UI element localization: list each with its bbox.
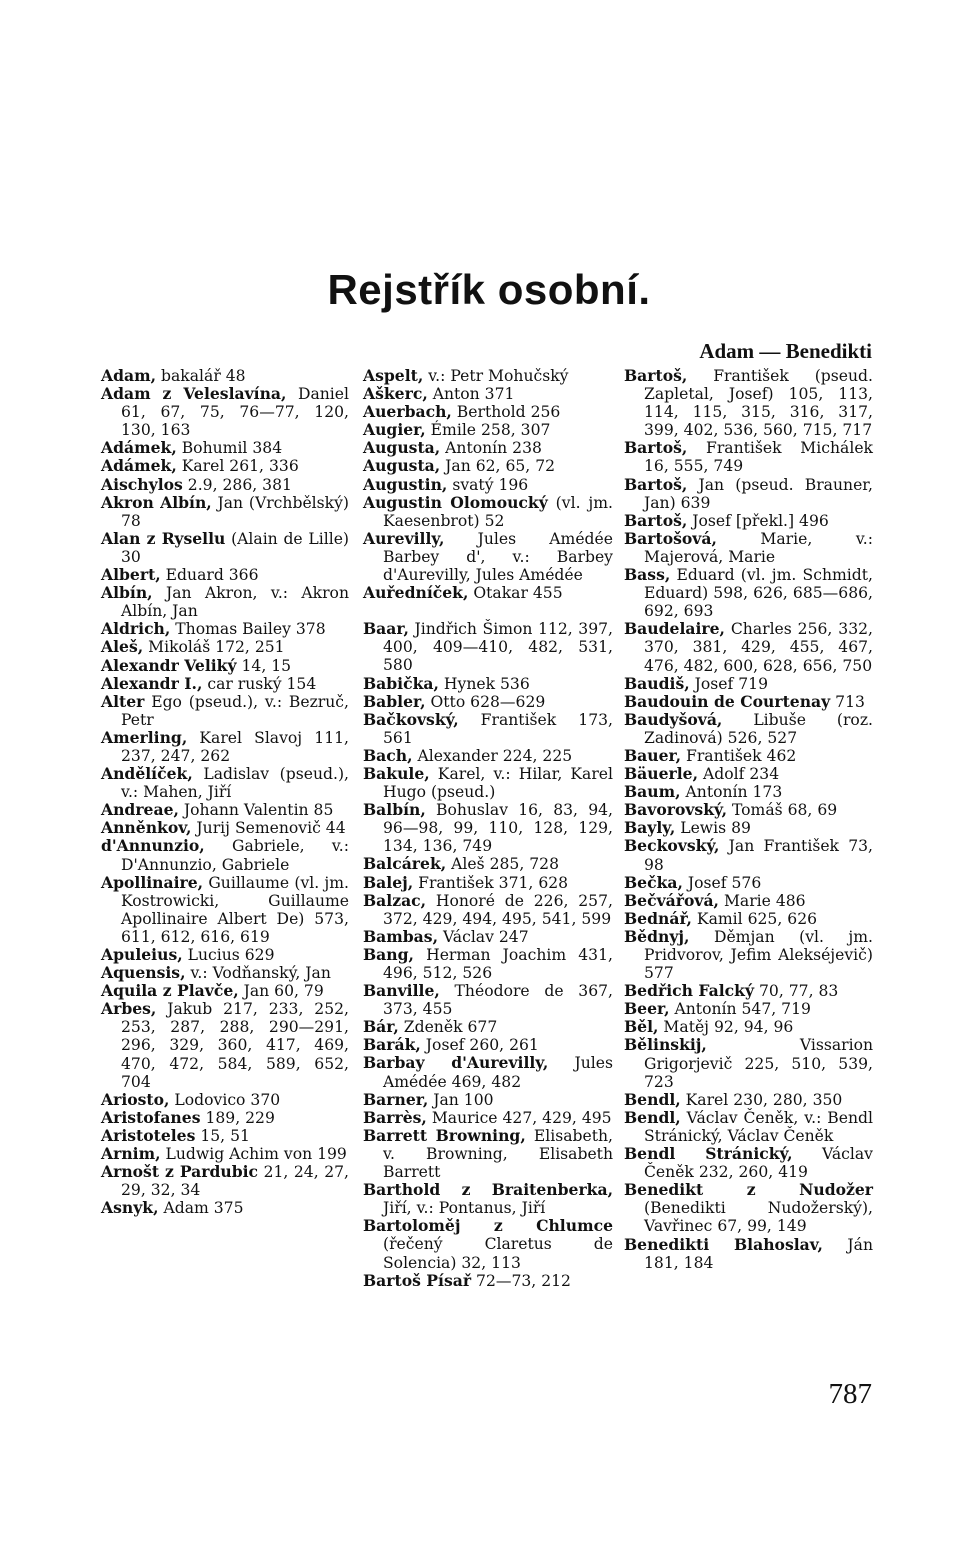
entry-name: Baudouin de Courtenay [624, 691, 831, 711]
entry-name: Arnim, [101, 1144, 161, 1164]
entry-name: Akron Albín, [101, 492, 212, 512]
index-entry [363, 801, 613, 855]
entry-references: Karel Slavoj 111, 237, 247, 262 [121, 728, 349, 765]
index-entry [363, 367, 613, 385]
entry-name: Bečka, [624, 872, 683, 892]
entry-references: 2.9, 286, 381 [182, 475, 292, 494]
index-entry [101, 837, 349, 873]
entry-name: Bang, [363, 944, 414, 964]
entry-name: Baudiš, [624, 673, 690, 693]
index-entry [363, 711, 613, 747]
entry-references: Herman Joachim 431, 496, 512, 526 [383, 945, 613, 982]
index-entry [624, 892, 873, 910]
entry-name: Babička, [363, 673, 439, 693]
entry-references: Tomáš 68, 69 [727, 801, 838, 820]
entry-name: Bach, [363, 745, 413, 765]
index-entry [624, 1036, 873, 1090]
index-entry [101, 566, 349, 584]
entry-references: (vl. jm. Kaesenbrot) 52 [383, 493, 613, 530]
entry-name: Bečvářová, [624, 890, 719, 910]
entry-name: Balzac, [363, 890, 427, 910]
entry-name: d'Annunzio, [101, 836, 205, 856]
index-entry [101, 946, 349, 964]
index-entry [363, 1054, 613, 1090]
entry-references: 713 [830, 692, 865, 711]
index-entry [101, 638, 349, 656]
entry-name: Bartoš, [624, 474, 688, 494]
entry-references: František 371, 628 [413, 873, 569, 892]
entry-references: Berthold 256 [451, 403, 561, 422]
entry-references: Gabriele, v.: D'Annunzio, Gabriele [121, 837, 349, 874]
entry-name: Alexandr Veliký [101, 655, 237, 675]
entry-references: Ego (pseud.), v.: Bezruč, Petr [121, 692, 349, 729]
entry-name: Albert, [101, 565, 161, 585]
entry-references: Théodore de 367, 373, 455 [383, 982, 613, 1019]
index-entry [101, 675, 349, 693]
entry-references: Karel, v.: Hilar, Karel Hugo (pseud.) [383, 764, 613, 802]
entry-name: Aristoteles [101, 1125, 196, 1145]
index-entry [363, 1091, 613, 1109]
index-entry [624, 675, 873, 693]
index-entry [624, 1018, 873, 1036]
index-entry [101, 801, 349, 819]
entry-references: Thomas Bailey 378 [170, 620, 326, 639]
index-entry [624, 1145, 873, 1181]
index-column-1 [101, 367, 349, 1217]
index-entry [624, 530, 873, 566]
index-entry [363, 1181, 613, 1217]
entry-name: Arnošt z Pardubic [101, 1162, 259, 1182]
index-entry [624, 693, 873, 711]
index-entry [624, 367, 873, 439]
index-entry [101, 1145, 349, 1163]
entry-references: Jan 60, 79 [238, 982, 324, 1001]
entry-name: Aristofanes [101, 1107, 201, 1127]
entry-name: Bäuerle, [624, 764, 699, 784]
entry-name: Bartoš, [624, 438, 688, 458]
entry-name: Beckovský, [624, 836, 720, 856]
index-entry [624, 910, 873, 928]
entry-name: Arbes, [101, 999, 157, 1019]
entry-name: Bár, [363, 1017, 399, 1037]
entry-references: Václav Čeněk, v.: Bendl Stránický, Václav Čeněk [644, 1108, 873, 1145]
entry-name: Adam, [101, 366, 157, 385]
index-entry [363, 675, 613, 693]
entry-name: Adámek, [101, 438, 177, 458]
entry-references: Mikoláš 172, 251 [143, 638, 285, 657]
index-entry [624, 819, 873, 837]
entry-references: Ján 181, 184 [644, 1235, 873, 1272]
entry-name: Augustin, [363, 474, 448, 494]
entry-references: Marie, v.: Majerová, Marie [644, 529, 873, 566]
entry-name: Bělinskij, [624, 1035, 707, 1055]
page-number: 787 [828, 1378, 872, 1410]
entry-references: František (pseud. Zapletal, Josef) 105, 113, 114, 115, 315, 316, 317, 399, 402, 536, 560, 715, 717 [644, 367, 873, 440]
entry-name: Auředníček, [363, 583, 469, 603]
index-entry [624, 1236, 873, 1272]
index-entry [363, 476, 613, 494]
index-entry [363, 439, 613, 457]
entry-name: Bartoš, [624, 366, 688, 385]
entry-references: Elisabeth, v. Browning, Elisabeth Barrett [383, 1126, 613, 1182]
entry-name: Bartošová, [624, 528, 717, 548]
index-column-2 [363, 367, 613, 1290]
entry-name: Bambas, [363, 926, 438, 946]
index-entry [101, 819, 349, 837]
entry-references: Alexander 224, 225 [412, 746, 573, 765]
index-entry [101, 964, 349, 982]
entry-name: Barthold z Braitenberka, [363, 1180, 613, 1200]
index-entry [363, 855, 613, 873]
entry-name: Bendl Stránický, [624, 1144, 793, 1164]
index-entry [363, 1036, 613, 1054]
entry-references: bakalář 48 [156, 367, 246, 385]
index-entry [363, 584, 613, 602]
index-entry [101, 476, 349, 494]
entry-references: Bohuslav 16, 83, 94, 96—98, 99, 110, 128, 129, 134, 136, 749 [383, 801, 613, 856]
index-entry [363, 1272, 613, 1290]
index-entry [101, 1163, 349, 1199]
entry-references: car ruský 154 [202, 674, 317, 693]
entry-name: Alter [101, 691, 145, 711]
index-entry [363, 747, 613, 765]
index-entry [363, 385, 613, 403]
entry-name: Běl, [624, 1017, 659, 1037]
index-entry [101, 367, 349, 385]
entry-name: Aleš, [101, 637, 144, 657]
index-entry [624, 1000, 873, 1018]
index-entry [101, 982, 349, 1000]
entry-name: Apuleius, [101, 945, 183, 964]
entry-references: Karel 261, 336 [176, 457, 299, 476]
index-entry [363, 403, 613, 421]
entry-references: Kamil 625, 626 [691, 909, 818, 928]
entry-name: Bědnyj, [624, 926, 690, 946]
entry-references: Josef 719 [689, 674, 768, 693]
entry-references: Maurice 427, 429, 495 [426, 1108, 612, 1127]
entry-name: Benedikti Blahoslav, [624, 1234, 823, 1254]
entry-name: Barner, [363, 1089, 429, 1109]
index-entry [101, 1000, 349, 1090]
entry-references: Anton 371 [427, 385, 515, 404]
entry-name: Balcárek, [363, 854, 447, 874]
entry-references: Daniel 61, 67, 75, 76—77, 120, 130, 163 [121, 385, 349, 440]
entry-name: Bartoloměj z Chlumce [363, 1216, 613, 1236]
entry-name: Augustin Olomoucký [363, 492, 548, 512]
index-entry [101, 439, 349, 457]
entry-name: Bendl, [624, 1107, 681, 1127]
entry-references: (Alain de Lille) 30 [121, 529, 350, 566]
index-entry [624, 512, 873, 530]
entry-references: Charles 256, 332, 370, 381, 429, 455, 467, 476, 482, 600, 628, 656, 750 [644, 620, 873, 675]
index-entry [363, 457, 613, 475]
entry-name: Baudelaire, [624, 619, 725, 639]
entry-references: Jan 62, 65, 72 [440, 457, 556, 476]
entry-name: Amerling, [101, 727, 188, 747]
entry-references: Jan 100 [428, 1090, 494, 1109]
entry-name: Augier, [363, 420, 426, 440]
entry-name: Barrès, [363, 1107, 427, 1127]
entry-references: Johann Valentin 85 [178, 801, 334, 820]
index-entry [363, 982, 613, 1018]
entry-name: Bedřich Falcký [624, 981, 755, 1001]
entry-references: Matěj 92, 94, 96 [658, 1018, 794, 1037]
index-entry [363, 1018, 613, 1036]
entry-name: Balej, [363, 872, 414, 892]
entry-references: František 462 [681, 746, 797, 765]
entry-references: Karel 230, 280, 350 [680, 1090, 843, 1109]
entry-name: Aldrich, [101, 619, 171, 639]
entry-name: Baum, [624, 782, 681, 802]
entry-references: Děmjan (vl. jm. Pridvorov, Jefim Alekséjevič) 577 [644, 927, 873, 983]
index-entry [624, 1181, 873, 1235]
entry-references: svatý 196 [447, 475, 529, 494]
index-entry [624, 874, 873, 892]
entry-name: Bartoš, [624, 510, 688, 530]
entry-name: Bendl, [624, 1089, 681, 1109]
index-entry [101, 584, 349, 620]
index-entry [101, 620, 349, 638]
entry-references: Antonín 547, 719 [669, 1000, 811, 1019]
entry-name: Aurevilly, [363, 528, 445, 548]
index-entry [624, 711, 873, 747]
index-entry [363, 946, 613, 982]
index-entry [624, 1109, 873, 1145]
index-entry [363, 494, 613, 530]
entry-name: Baudyšová, [624, 709, 723, 729]
index-entry [624, 765, 873, 783]
index-entry [101, 729, 349, 765]
entry-name: Bavorovský, [624, 800, 728, 820]
entry-name: Bauer, [624, 745, 682, 765]
index-entry [101, 693, 349, 729]
index-entry [624, 620, 873, 674]
entry-references: Jules Amédée Barbey d', v.: Barbey d'Aurevilly, Jules Amédée [383, 529, 613, 585]
entry-name: Barák, [363, 1035, 421, 1055]
index-entry [101, 1199, 349, 1217]
entry-references: Marie 486 [718, 891, 806, 910]
index-entry [363, 421, 613, 439]
entry-name: Baar, [363, 619, 409, 639]
entry-references: 189, 229 [200, 1108, 275, 1127]
entry-references: Libuše (roz. Zadinová) 526, 527 [644, 710, 873, 747]
entry-references: Jules Amédée 469, 482 [383, 1054, 613, 1091]
entry-name: Barbay d'Aurevilly, [363, 1053, 549, 1073]
entry-references: Zdeněk 677 [398, 1018, 498, 1037]
entry-name: Apollinaire, [101, 872, 204, 892]
index-entry [363, 1127, 613, 1181]
entry-references: Josef [překl.] 496 [687, 511, 829, 530]
entry-references: Jan František 73, 98 [644, 837, 873, 874]
entry-name: Augusta, [363, 456, 441, 476]
index-entry [363, 874, 613, 892]
index-entry [101, 1091, 349, 1109]
entry-references: Jakub 217, 233, 252, 253, 287, 288, 290—291, 296, 329, 360, 417, 469, 470, 472, 584, 589, 652, 704 [121, 1000, 349, 1091]
entry-name: Alexandr I., [101, 673, 203, 693]
index-entry [101, 530, 349, 566]
entry-name: Babler, [363, 691, 426, 711]
index-entry [624, 747, 873, 765]
index-entry [101, 765, 349, 801]
index-entry [624, 476, 873, 512]
entry-references: v.: Petr Mohučský [423, 367, 569, 385]
entry-name: Barrett Browning, [363, 1125, 526, 1145]
entry-references: Aleš 285, 728 [446, 855, 560, 874]
entry-references: Jurij Semenovič 44 [191, 819, 346, 838]
entry-name: Asnyk, [101, 1198, 159, 1218]
entry-name: Adámek, [101, 456, 177, 476]
index-column-3 [624, 367, 873, 1272]
entry-name: Bayly, [624, 818, 676, 838]
index-entry [101, 494, 349, 530]
entry-references: Honoré de 226, 257, 372, 429, 494, 495, 541, 599 [383, 891, 613, 928]
entry-references: Émile 258, 307 [425, 421, 551, 440]
index-entry [101, 1127, 349, 1145]
index-entry [101, 1109, 349, 1127]
index-entry [101, 457, 349, 475]
entry-references: Lewis 89 [675, 819, 751, 838]
entry-references: Jan (pseud. Brauner, Jan) 639 [644, 475, 873, 512]
entry-references: František Michálek 16, 555, 749 [644, 439, 873, 476]
entry-references: 70, 77, 83 [754, 982, 839, 1001]
entry-references: Adolf 234 [698, 765, 780, 784]
index-entry [363, 693, 613, 711]
running-head: Adam — Benedikti [699, 339, 872, 363]
entry-name: Beer, [624, 999, 670, 1019]
entry-references: Josef 260, 261 [420, 1036, 539, 1055]
entry-references: Eduard 366 [160, 566, 259, 585]
entry-references: 21, 24, 27, 29, 32, 34 [121, 1163, 349, 1200]
entry-name: Aquensis, [101, 963, 186, 983]
entry-name: Bartoš Písař [363, 1270, 472, 1290]
index-entry [363, 1109, 613, 1127]
entry-name: Bass, [624, 565, 671, 585]
index-entry [624, 801, 873, 819]
entry-name: Alan z Rysellu [101, 528, 226, 548]
entry-references: Antonín 238 [440, 439, 542, 458]
entry-name: Andělíček, [101, 764, 193, 784]
index-entry [363, 1217, 613, 1271]
entry-name: Bednář, [624, 908, 692, 928]
entry-name: Benedikt z Nudožer [624, 1180, 873, 1200]
entry-name: Anněnkov, [101, 818, 192, 838]
index-entry [101, 874, 349, 946]
entry-name: Auerbach, [363, 402, 452, 422]
index-entry [624, 783, 873, 801]
index-entry [363, 892, 613, 928]
entry-name: Balbín, [363, 800, 426, 820]
entry-references: Antonín 173 [680, 783, 783, 802]
entry-references: (řečený Claretus de Solencia) 32, 113 [383, 1235, 613, 1272]
entry-name: Ariosto, [101, 1089, 170, 1109]
entry-references: Otto 628—629 [425, 692, 546, 711]
entry-references: Eduard (vl. jm. Schmidt, Eduard) 598, 626, 685—686, 692, 693 [644, 566, 873, 621]
index-entry [101, 385, 349, 439]
entry-name: Aškerc, [363, 384, 428, 404]
letter-section-gap [363, 602, 613, 620]
entry-references: Ludwig Achim von 199 [160, 1145, 347, 1164]
entry-references: Václav Čeněk 232, 260, 419 [644, 1145, 873, 1182]
entry-references: 15, 51 [195, 1126, 250, 1145]
index-entry [624, 837, 873, 873]
entry-references: Adam 375 [158, 1199, 244, 1218]
entry-references: Lucius 629 [182, 946, 275, 964]
entry-references: Bohumil 384 [176, 439, 283, 458]
entry-references: Ladislav (pseud.), v.: Mahen, Jiří [121, 765, 349, 802]
entry-references: Jan Akron, v.: Akron Albín, Jan [121, 584, 349, 621]
index-entry [624, 1091, 873, 1109]
entry-name: Bačkovský, [363, 709, 459, 729]
entry-name: Albín, [101, 583, 153, 603]
entry-references: v.: Vodňanský, Jan [185, 964, 331, 983]
index-entry [363, 765, 613, 801]
entry-references: (Benedikti Nudožerský), Vavřinec 67, 99, 149 [644, 1199, 873, 1236]
index-entry [624, 928, 873, 982]
entry-references: Otakar 455 [468, 584, 563, 603]
entry-references: Guillaume (vl. jm. Kostrowicki, Guillaume Apollinaire Albert De) 573, 611, 612, 616, 619 [121, 873, 349, 946]
entry-name: Andreae, [101, 800, 179, 820]
entry-references: Jiří, v.: Pontanus, Jiří [383, 1199, 546, 1218]
entry-references: Jan (Vrchbělský) 78 [121, 493, 350, 530]
entry-name: Banville, [363, 981, 440, 1001]
index-entry [624, 566, 873, 620]
entry-references: Jindřich Šimon 112, 397, 400, 409—410, 482, 531, 580 [383, 620, 613, 675]
page-title: Rejstřík osobní. [327, 266, 651, 313]
index-entry [624, 982, 873, 1000]
entry-references: Václav 247 [438, 927, 529, 946]
entry-references: Vissarion Grigorjevič 225, 510, 539, 723 [644, 1036, 873, 1091]
entry-name: Aischylos [101, 474, 183, 494]
entry-references: František 173, 561 [383, 710, 613, 747]
entry-references: 72—73, 212 [471, 1271, 571, 1290]
entry-name: Aquila z Plavče, [101, 981, 239, 1001]
entry-references: Hynek 536 [438, 674, 530, 693]
entry-references: 14, 15 [236, 656, 292, 675]
entry-references: Josef 576 [682, 873, 762, 892]
entry-name: Bakule, [363, 763, 430, 783]
entry-name: Augusta, [363, 438, 441, 458]
index-entry [363, 530, 613, 584]
entry-name: Aspelt, [363, 366, 424, 385]
index-entry [101, 657, 349, 675]
index-entry [624, 439, 873, 475]
entry-references: Lodovico 370 [169, 1090, 281, 1109]
index-entry [363, 928, 613, 946]
index-entry [363, 620, 613, 674]
entry-name: Adam z Veleslavína, [101, 384, 287, 404]
